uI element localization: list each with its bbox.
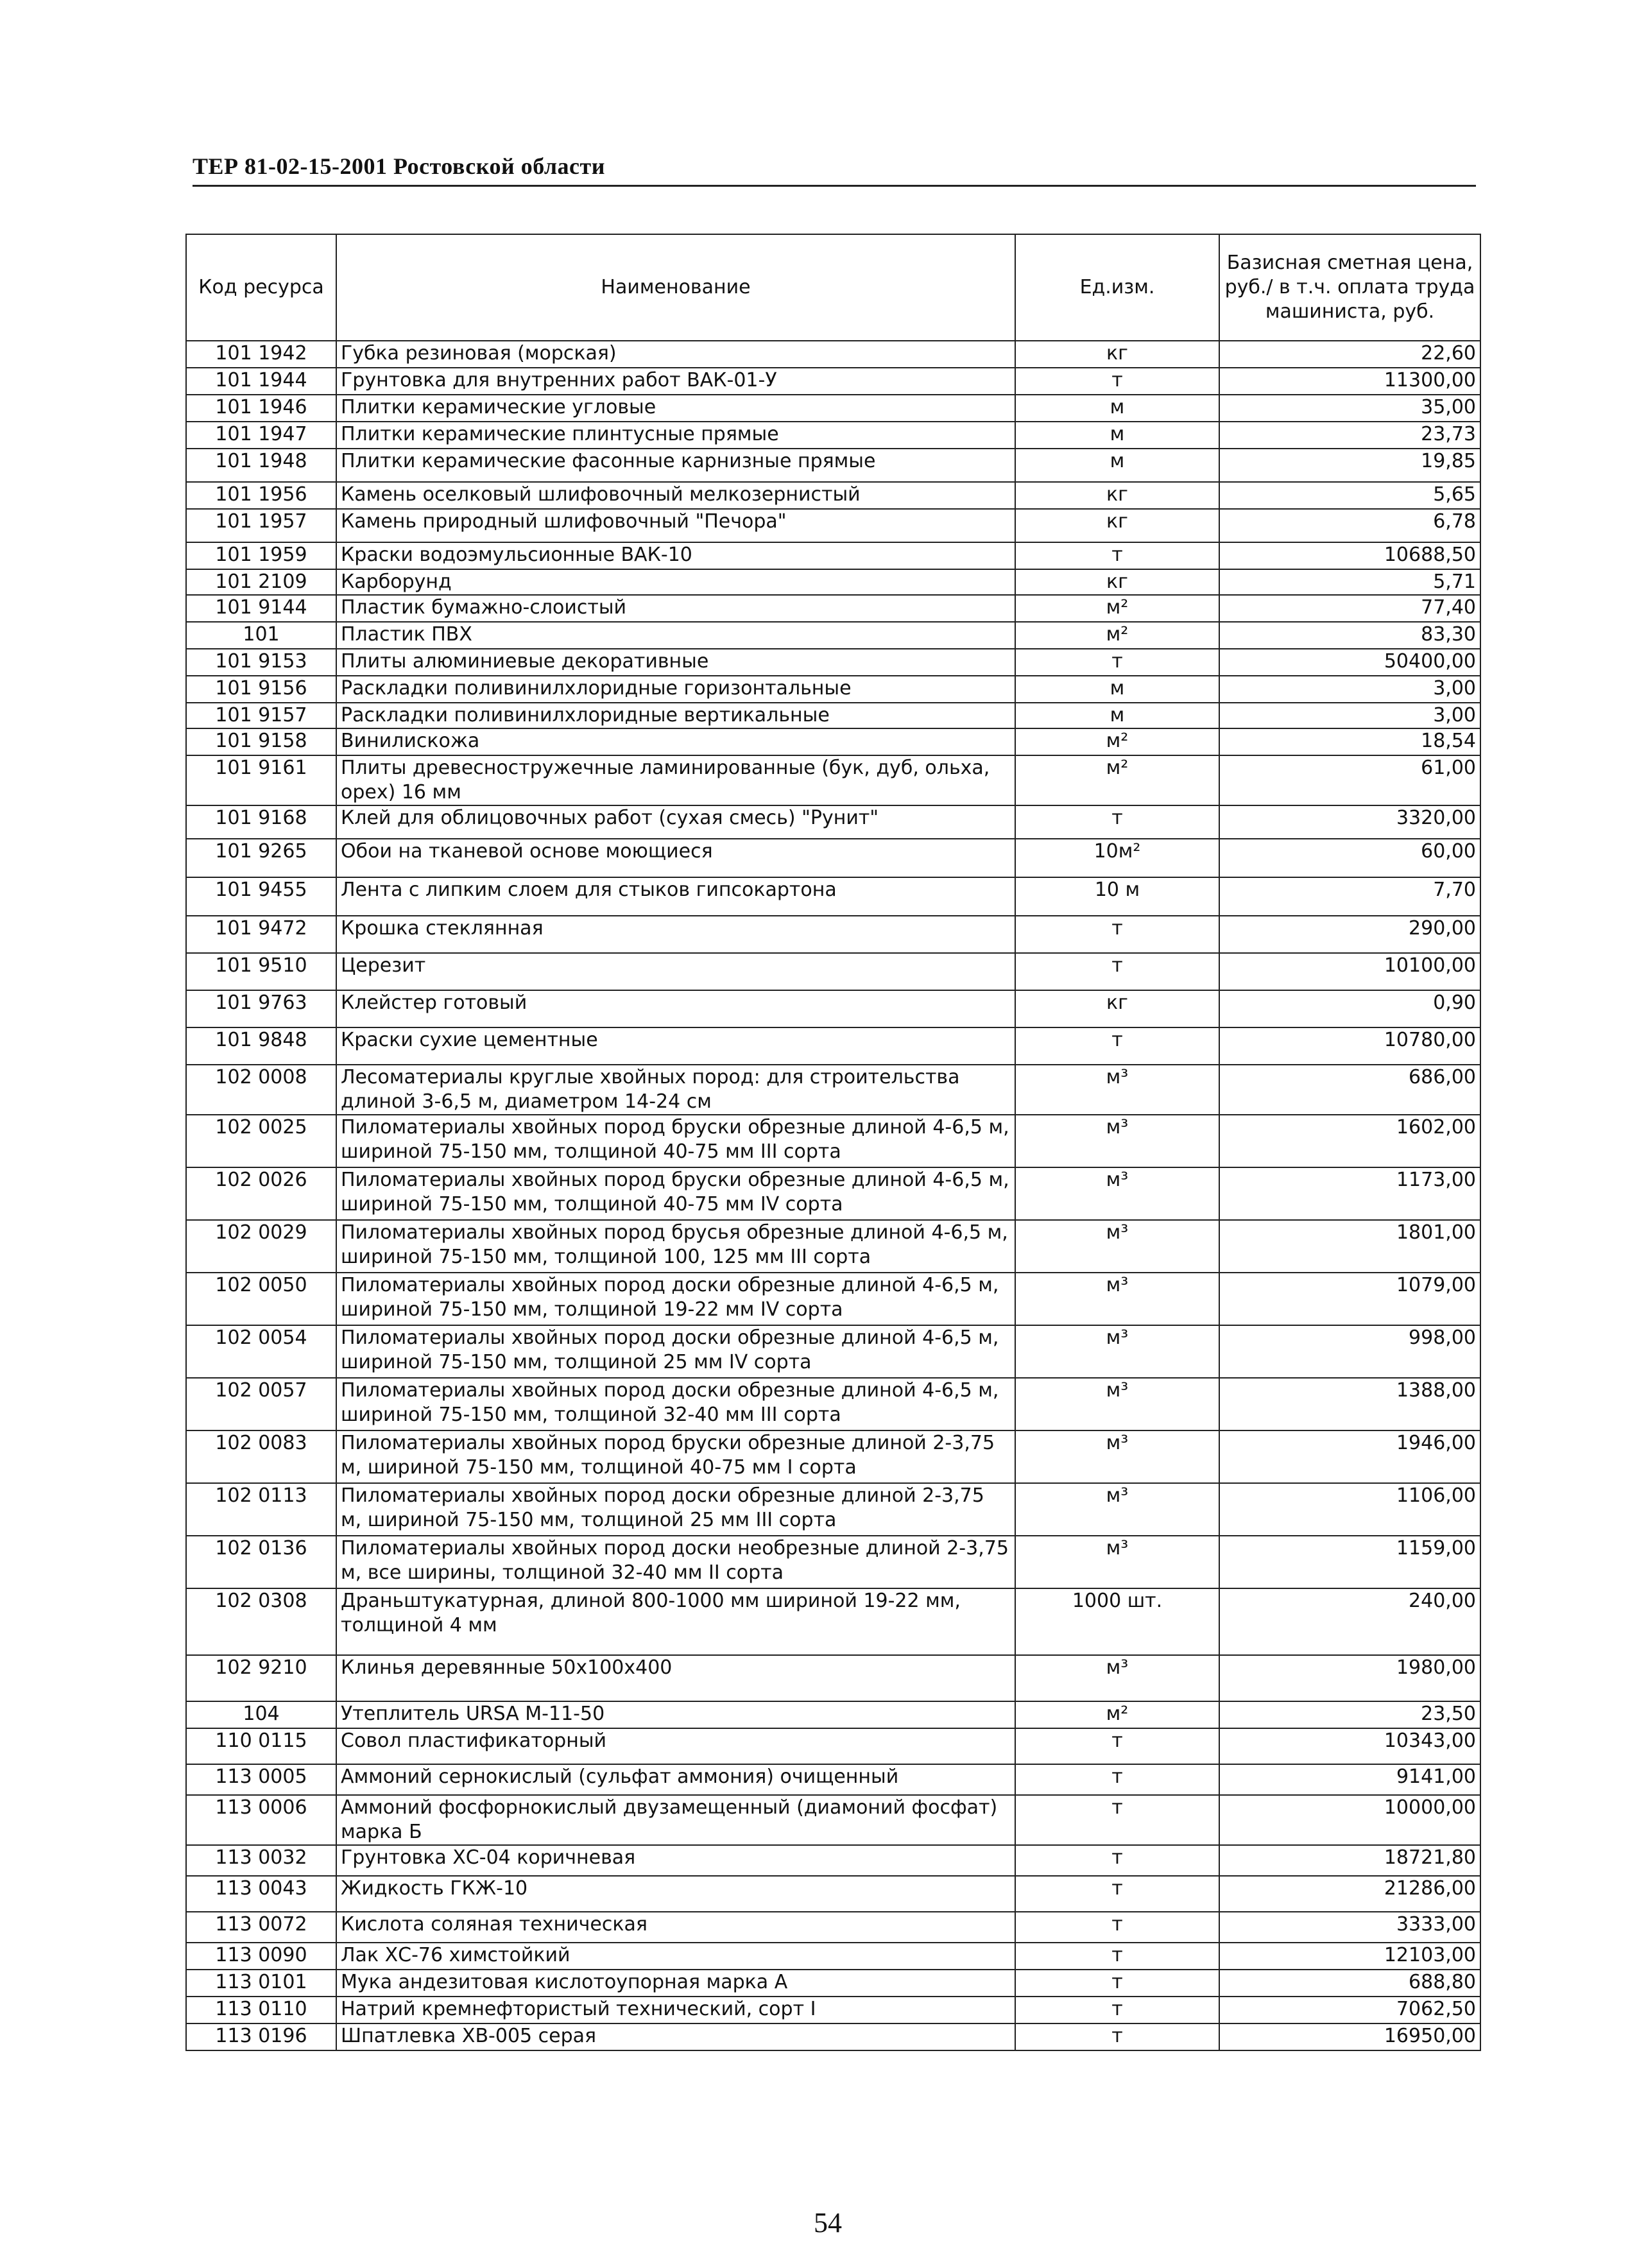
resource-code-cell: 101 9153	[186, 649, 336, 676]
price-cell: 10000,00	[1219, 1795, 1480, 1845]
unit-cell: т	[1015, 1876, 1219, 1912]
table-row	[186, 990, 1480, 1027]
resource-name-cell: Пиломатериалы хвойных пород бруски обрезные длиной 2-3,75 м, шириной 75-150 мм, толщиной 40-75 мм I сорта	[336, 1430, 1015, 1483]
resource-code-cell: 113 0090	[186, 1943, 336, 1970]
resource-name-cell: Натрий кремнефтористый технический, сорт I	[336, 1997, 1015, 2023]
unit-cell: 10 м	[1015, 877, 1219, 916]
price-cell: 83,30	[1219, 622, 1480, 649]
unit-cell: м³	[1015, 1220, 1219, 1273]
resource-name-cell: Лесоматериалы круглые хвойных пород: для строительства длиной 3-6,5 м, диаметром 14-24 см	[336, 1065, 1015, 1115]
resource-name-cell: Пиломатериалы хвойных пород бруски обрезные длиной 4-6,5 м, шириной 75-150 мм, толщиной 40-75 мм IV сорта	[336, 1167, 1015, 1220]
resource-code-cell: 101 9265	[186, 839, 336, 877]
column-header-price: Базисная сметная цена, руб./ в т.ч. оплата труда машиниста, руб.	[1219, 234, 1480, 341]
column-header-name: Наименование	[336, 234, 1015, 341]
unit-cell: т	[1015, 1845, 1219, 1876]
unit-cell: кг	[1015, 341, 1219, 368]
price-cell: 7,70	[1219, 877, 1480, 916]
unit-cell: м²	[1015, 1701, 1219, 1728]
unit-cell: т	[1015, 1943, 1219, 1970]
table-row	[186, 622, 1480, 649]
resource-name-cell: Лента с липким слоем для стыков гипсокартона	[336, 877, 1015, 916]
resource-name-cell: Обои на тканевой основе моющиеся	[336, 839, 1015, 877]
unit-cell: т	[1015, 542, 1219, 569]
table-row	[186, 1220, 1480, 1273]
unit-cell: т	[1015, 953, 1219, 990]
resource-code-cell: 113 0072	[186, 1912, 336, 1943]
price-cell: 3333,00	[1219, 1912, 1480, 1943]
resource-name-cell: Карборунд	[336, 569, 1015, 595]
resource-name-cell: Пиломатериалы хвойных пород доски обрезные длиной 4-6,5 м, шириной 75-150 мм, толщиной 19-22 мм IV сорта	[336, 1273, 1015, 1325]
unit-cell: м	[1015, 676, 1219, 703]
resource-name-cell: Драньштукатурная, длиной 800-1000 мм шириной 19-22 мм, толщиной 4 мм	[336, 1588, 1015, 1655]
resource-name-cell: Камень оселковый шлифовочный мелкозернистый	[336, 482, 1015, 509]
resource-name-cell: Пиломатериалы хвойных пород доски обрезные длиной 4-6,5 м, шириной 75-150 мм, толщиной 25 мм IV сорта	[336, 1325, 1015, 1378]
resource-name-cell: Плиты древесностружечные ламинированные (бук, дуб, ольха, орех) 16 мм	[336, 755, 1015, 805]
resource-name-cell: Грунтовка ХС-04 коричневая	[336, 1845, 1015, 1876]
table-row	[186, 422, 1480, 449]
price-cell: 688,80	[1219, 1970, 1480, 1997]
table-row	[186, 1588, 1480, 1655]
unit-cell: 1000 шт.	[1015, 1588, 1219, 1655]
unit-cell: м³	[1015, 1065, 1219, 1115]
resource-name-cell: Плитки керамические фасонные карнизные прямые	[336, 449, 1015, 482]
resource-code-cell: 113 0196	[186, 2023, 336, 2050]
price-cell: 1388,00	[1219, 1378, 1480, 1430]
resource-code-cell: 102 0113	[186, 1483, 336, 1536]
resource-name-cell: Крошка стеклянная	[336, 916, 1015, 953]
unit-cell: т	[1015, 1997, 1219, 2023]
resource-name-cell: Аммоний фосфорнокислый двузамещенный (диамоний фосфат) марка Б	[336, 1795, 1015, 1845]
table-row	[186, 1764, 1480, 1795]
price-cell: 60,00	[1219, 839, 1480, 877]
unit-cell: м²	[1015, 755, 1219, 805]
resource-code-cell: 101 1942	[186, 341, 336, 368]
resource-code-cell: 101 9455	[186, 877, 336, 916]
resource-code-cell: 102 0308	[186, 1588, 336, 1655]
price-cell: 1159,00	[1219, 1536, 1480, 1588]
price-cell: 23,73	[1219, 422, 1480, 449]
price-cell: 16950,00	[1219, 2023, 1480, 2050]
price-cell: 21286,00	[1219, 1876, 1480, 1912]
resource-code-cell: 101 2109	[186, 569, 336, 595]
unit-cell: м	[1015, 422, 1219, 449]
resource-name-cell: Грунтовка для внутренних работ ВАК-01-У	[336, 368, 1015, 395]
resource-name-cell: Лак ХС-76 химстойкий	[336, 1943, 1015, 1970]
resource-code-cell: 102 0136	[186, 1536, 336, 1588]
resource-code-cell: 113 0005	[186, 1764, 336, 1795]
resource-name-cell: Мука андезитовая кислотоупорная марка А	[336, 1970, 1015, 1997]
unit-cell: м³	[1015, 1167, 1219, 1220]
resource-name-cell: Раскладки поливинилхлоридные горизонтальные	[336, 676, 1015, 703]
unit-cell: 10м²	[1015, 839, 1219, 877]
price-cell: 7062,50	[1219, 1997, 1480, 2023]
resource-code-cell: 101 1959	[186, 542, 336, 569]
price-cell: 19,85	[1219, 449, 1480, 482]
unit-cell: т	[1015, 1795, 1219, 1845]
unit-cell: т	[1015, 1027, 1219, 1065]
unit-cell: т	[1015, 649, 1219, 676]
resource-code-cell: 101 1956	[186, 482, 336, 509]
table-row	[186, 395, 1480, 422]
table-row	[186, 1065, 1480, 1115]
table-row	[186, 728, 1480, 755]
price-cell: 22,60	[1219, 341, 1480, 368]
price-cell: 77,40	[1219, 595, 1480, 622]
resource-name-cell: Шпатлевка ХВ-005 серая	[336, 2023, 1015, 2050]
resource-name-cell: Пластик бумажно-слоистый	[336, 595, 1015, 622]
resource-code-cell: 102 9210	[186, 1655, 336, 1701]
unit-cell: м³	[1015, 1325, 1219, 1378]
resource-code-cell: 113 0006	[186, 1795, 336, 1845]
price-cell: 61,00	[1219, 755, 1480, 805]
unit-cell: м³	[1015, 1115, 1219, 1167]
table-row	[186, 509, 1480, 542]
resource-name-cell: Пиломатериалы хвойных пород доски обрезные длиной 2-3,75 м, шириной 75-150 мм, толщиной 25 мм III сорта	[336, 1483, 1015, 1536]
resource-code-cell: 102 0029	[186, 1220, 336, 1273]
resource-code-cell: 110 0115	[186, 1728, 336, 1764]
table-row	[186, 1027, 1480, 1065]
unit-cell: т	[1015, 2023, 1219, 2050]
table-row	[186, 1167, 1480, 1220]
resource-name-cell: Клей для облицовочных работ (сухая смесь) "Рунит"	[336, 805, 1015, 839]
resource-code-cell: 101 9144	[186, 595, 336, 622]
table-row	[186, 449, 1480, 482]
resource-name-cell: Кислота соляная техническая	[336, 1912, 1015, 1943]
table-row	[186, 703, 1480, 728]
price-cell: 290,00	[1219, 916, 1480, 953]
price-cell: 0,90	[1219, 990, 1480, 1027]
table-row	[186, 1483, 1480, 1536]
unit-cell: м	[1015, 395, 1219, 422]
resource-name-cell: Утеплитель URSA M-11-50	[336, 1701, 1015, 1728]
price-cell: 12103,00	[1219, 1943, 1480, 1970]
resource-code-cell: 101	[186, 622, 336, 649]
price-cell: 3,00	[1219, 703, 1480, 728]
resource-name-cell: Камень природный шлифовочный "Печора"	[336, 509, 1015, 542]
resource-name-cell: Плитки керамические плинтусные прямые	[336, 422, 1015, 449]
unit-cell: м²	[1015, 728, 1219, 755]
price-cell: 10343,00	[1219, 1728, 1480, 1764]
unit-cell: т	[1015, 805, 1219, 839]
table-row	[186, 569, 1480, 595]
resource-name-cell: Клинья деревянные 50х100х400	[336, 1655, 1015, 1701]
page-number: 54	[814, 2207, 842, 2238]
table-row	[186, 368, 1480, 395]
table-row	[186, 1430, 1480, 1483]
table-row	[186, 1536, 1480, 1588]
price-cell: 18721,80	[1219, 1845, 1480, 1876]
resource-code-cell: 101 9510	[186, 953, 336, 990]
resource-name-cell: Аммоний сернокислый (сульфат аммония) очищенный	[336, 1764, 1015, 1795]
table-row	[186, 649, 1480, 676]
unit-cell: кг	[1015, 482, 1219, 509]
resource-code-cell: 102 0083	[186, 1430, 336, 1483]
resource-code-cell: 113 0110	[186, 1997, 336, 2023]
column-header-code: Код ресурса	[186, 234, 336, 341]
resource-code-cell: 102 0025	[186, 1115, 336, 1167]
table-row	[186, 1325, 1480, 1378]
table-row	[186, 1273, 1480, 1325]
price-cell: 1980,00	[1219, 1655, 1480, 1701]
price-cell: 998,00	[1219, 1325, 1480, 1378]
unit-cell: м³	[1015, 1430, 1219, 1483]
price-cell: 240,00	[1219, 1588, 1480, 1655]
unit-cell: м²	[1015, 622, 1219, 649]
table-row	[186, 341, 1480, 368]
resource-code-cell: 102 0054	[186, 1325, 336, 1378]
table-row	[186, 1795, 1480, 1845]
unit-cell: м³	[1015, 1483, 1219, 1536]
resource-name-cell: Краски водоэмульсионные ВАК-10	[336, 542, 1015, 569]
resource-code-cell: 101 1947	[186, 422, 336, 449]
unit-cell: т	[1015, 916, 1219, 953]
resource-name-cell: Плиты алюминиевые декоративные	[336, 649, 1015, 676]
price-cell: 5,71	[1219, 569, 1480, 595]
table-row	[186, 877, 1480, 916]
price-cell: 11300,00	[1219, 368, 1480, 395]
unit-cell: т	[1015, 1728, 1219, 1764]
table-row	[186, 1701, 1480, 1728]
document-header-title: ТЕР 81-02-15-2001 Ростовской области	[193, 153, 605, 179]
resource-name-cell: Пиломатериалы хвойных пород доски обрезные длиной 4-6,5 м, шириной 75-150 мм, толщиной 32-40 мм III сорта	[336, 1378, 1015, 1430]
unit-cell: м	[1015, 449, 1219, 482]
table-row	[186, 1943, 1480, 1970]
table-row	[186, 1728, 1480, 1764]
unit-cell: кг	[1015, 509, 1219, 542]
resource-code-cell: 101 9161	[186, 755, 336, 805]
price-cell: 1173,00	[1219, 1167, 1480, 1220]
unit-cell: м	[1015, 703, 1219, 728]
table-row	[186, 916, 1480, 953]
table-row	[186, 595, 1480, 622]
table-body	[186, 341, 1480, 2050]
table-row	[186, 542, 1480, 569]
table-row	[186, 2023, 1480, 2050]
unit-cell: м³	[1015, 1536, 1219, 1588]
price-cell: 6,78	[1219, 509, 1480, 542]
unit-cell: кг	[1015, 569, 1219, 595]
resource-code-cell: 102 0026	[186, 1167, 336, 1220]
resource-name-cell: Раскладки поливинилхлоридные вертикальные	[336, 703, 1015, 728]
resource-code-cell: 101 9848	[186, 1027, 336, 1065]
resource-name-cell: Пиломатериалы хвойных пород доски необрезные длиной 2-3,75 м, все ширины, толщиной 32-40 мм II сорта	[336, 1536, 1015, 1588]
resource-name-cell: Жидкость ГКЖ-10	[336, 1876, 1015, 1912]
table-row	[186, 805, 1480, 839]
resource-name-cell: Губка резиновая (морская)	[336, 341, 1015, 368]
resource-code-cell: 101 9158	[186, 728, 336, 755]
unit-cell: т	[1015, 1764, 1219, 1795]
unit-cell: т	[1015, 368, 1219, 395]
table-row	[186, 1378, 1480, 1430]
resource-name-cell: Пластик ПВХ	[336, 622, 1015, 649]
unit-cell: кг	[1015, 990, 1219, 1027]
table-row	[186, 1876, 1480, 1912]
resource-code-cell: 101 9156	[186, 676, 336, 703]
resource-name-cell: Совол пластификаторный	[336, 1728, 1015, 1764]
table-row	[186, 839, 1480, 877]
resource-code-cell: 113 0101	[186, 1970, 336, 1997]
price-cell: 5,65	[1219, 482, 1480, 509]
table-row	[186, 1997, 1480, 2023]
resource-name-cell: Краски сухие цементные	[336, 1027, 1015, 1065]
unit-cell: т	[1015, 1970, 1219, 1997]
price-cell: 50400,00	[1219, 649, 1480, 676]
resource-code-cell: 101 9472	[186, 916, 336, 953]
price-cell: 3320,00	[1219, 805, 1480, 839]
unit-cell: м³	[1015, 1378, 1219, 1430]
header-rule	[193, 185, 1476, 187]
table-header-row	[186, 234, 1480, 341]
resource-name-cell: Клейстер готовый	[336, 990, 1015, 1027]
table-row	[186, 1845, 1480, 1876]
resource-code-cell: 102 0050	[186, 1273, 336, 1325]
price-cell: 1801,00	[1219, 1220, 1480, 1273]
resource-code-cell: 104	[186, 1701, 336, 1728]
resource-code-cell: 101 9763	[186, 990, 336, 1027]
resource-price-table	[185, 234, 1481, 2051]
price-cell: 9141,00	[1219, 1764, 1480, 1795]
resource-name-cell: Церезит	[336, 953, 1015, 990]
table-row	[186, 755, 1480, 805]
table-row	[186, 482, 1480, 509]
column-header-unit: Ед.изм.	[1015, 234, 1219, 341]
unit-cell: м³	[1015, 1273, 1219, 1325]
resource-name-cell: Пиломатериалы хвойных пород брусья обрезные длиной 4-6,5 м, шириной 75-150 мм, толщиной 100, 125 мм III сорта	[336, 1220, 1015, 1273]
price-cell: 10688,50	[1219, 542, 1480, 569]
table-row	[186, 1912, 1480, 1943]
resource-code-cell: 101 9157	[186, 703, 336, 728]
price-cell: 23,50	[1219, 1701, 1480, 1728]
unit-cell: м²	[1015, 595, 1219, 622]
unit-cell: т	[1015, 1912, 1219, 1943]
resource-code-cell: 101 1948	[186, 449, 336, 482]
resource-code-cell: 101 1944	[186, 368, 336, 395]
resource-code-cell: 102 0008	[186, 1065, 336, 1115]
table-row	[186, 676, 1480, 703]
resource-code-cell: 102 0057	[186, 1378, 336, 1430]
price-cell: 1946,00	[1219, 1430, 1480, 1483]
resource-code-cell: 101 1946	[186, 395, 336, 422]
resource-name-cell: Плитки керамические угловые	[336, 395, 1015, 422]
price-cell: 1106,00	[1219, 1483, 1480, 1536]
price-cell: 10780,00	[1219, 1027, 1480, 1065]
price-cell: 1079,00	[1219, 1273, 1480, 1325]
resource-code-cell: 113 0032	[186, 1845, 336, 1876]
resource-code-cell: 113 0043	[186, 1876, 336, 1912]
unit-cell: м³	[1015, 1655, 1219, 1701]
price-cell: 3,00	[1219, 676, 1480, 703]
price-cell: 1602,00	[1219, 1115, 1480, 1167]
price-cell: 10100,00	[1219, 953, 1480, 990]
price-cell: 18,54	[1219, 728, 1480, 755]
resource-name-cell: Пиломатериалы хвойных пород бруски обрезные длиной 4-6,5 м, шириной 75-150 мм, толщиной 40-75 мм III сорта	[336, 1115, 1015, 1167]
table-row	[186, 1115, 1480, 1167]
price-cell: 35,00	[1219, 395, 1480, 422]
resource-code-cell: 101 1957	[186, 509, 336, 542]
table-row	[186, 1970, 1480, 1997]
table-row	[186, 1655, 1480, 1701]
resource-name-cell: Винилискожа	[336, 728, 1015, 755]
price-cell: 686,00	[1219, 1065, 1480, 1115]
resource-code-cell: 101 9168	[186, 805, 336, 839]
table-row	[186, 953, 1480, 990]
